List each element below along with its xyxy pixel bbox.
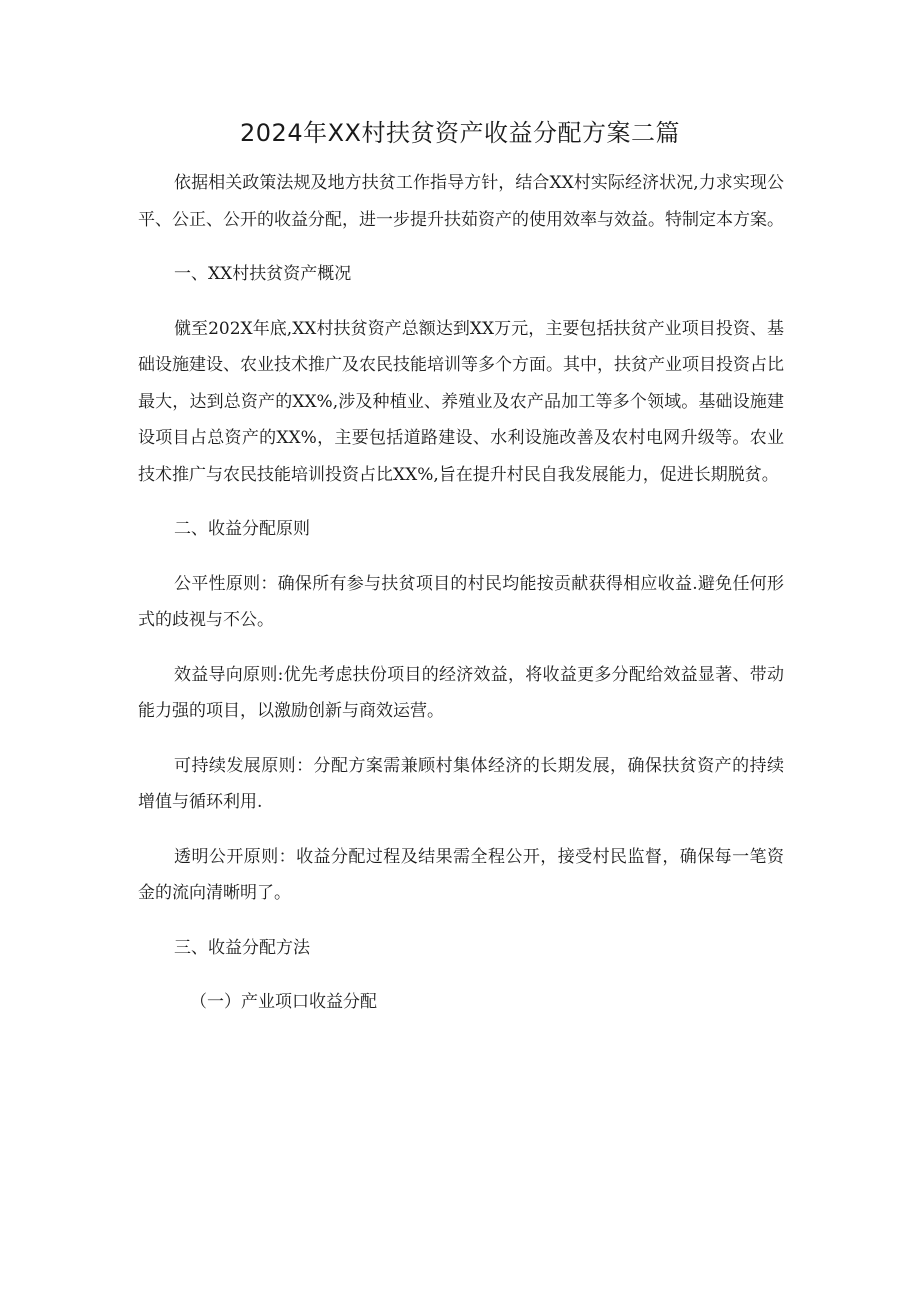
principle-sustainability-paragraph: 可持续发展原则：分配方案需兼顾村集体经济的长期发展，确保扶贫资产的持续增值与循环利用. bbox=[138, 755, 784, 812]
principle-transparency-paragraph: 透明公开原则：收益分配过程及结果需全程公开，接受村民监督，确保每一笔资金的流向清晰明了。 bbox=[138, 846, 784, 903]
subsection-heading-industry-income: （一）产业项口收益分配 bbox=[190, 992, 377, 1012]
intro-paragraph: 依据相关政策法规及地方扶贫工作指导方针，结合XX村实际经济状况,力求实现公平、公正、公开的收益分配，进一步提升扶茹资产的使用效率与效益。特制定本方案。 bbox=[138, 173, 784, 230]
document-body bbox=[138, 165, 784, 1021]
section-heading-methods: 三、收益分配方法 bbox=[174, 937, 310, 958]
principle-fairness-paragraph: 公平性原则：确保所有参与扶贫项目的村民均能按贡献获得相应收益.避免任何形式的歧视与不公。 bbox=[138, 573, 784, 630]
overview-paragraph: 僦至202X年底,XX村扶贫资产总额达到XX万元，主要包括扶贫产业项目投资、基础设施建设、农业技术推广及农民技能培训等多个方面。其中，扶贫产业项目投资占比最大，达到总资产的XX%,涉及种植业、养殖业及农产品加工等多个领域。基础设施建设项目占总资产的XX%，主要包括道路建设、水利设施改善及农村电网升级等。农业技术推广与农民技能培训投资占比XX%,旨在提升村民自我发展能力，促进长期脱贫。 bbox=[138, 318, 784, 485]
principle-efficiency-paragraph: 效益导向原则:优先考虑扶份项目的经济效益，将收益更多分配给效益显著、带动能力强的项目，以激励创新与商效运营。 bbox=[138, 664, 784, 721]
section-heading-principles: 二、收益分配原则 bbox=[174, 519, 310, 539]
document-title: 2024年XX村扶贫资产收益分配方案二篇 bbox=[240, 119, 680, 147]
section-heading-overview: 一、XX村扶贫资产概况 bbox=[174, 264, 352, 284]
